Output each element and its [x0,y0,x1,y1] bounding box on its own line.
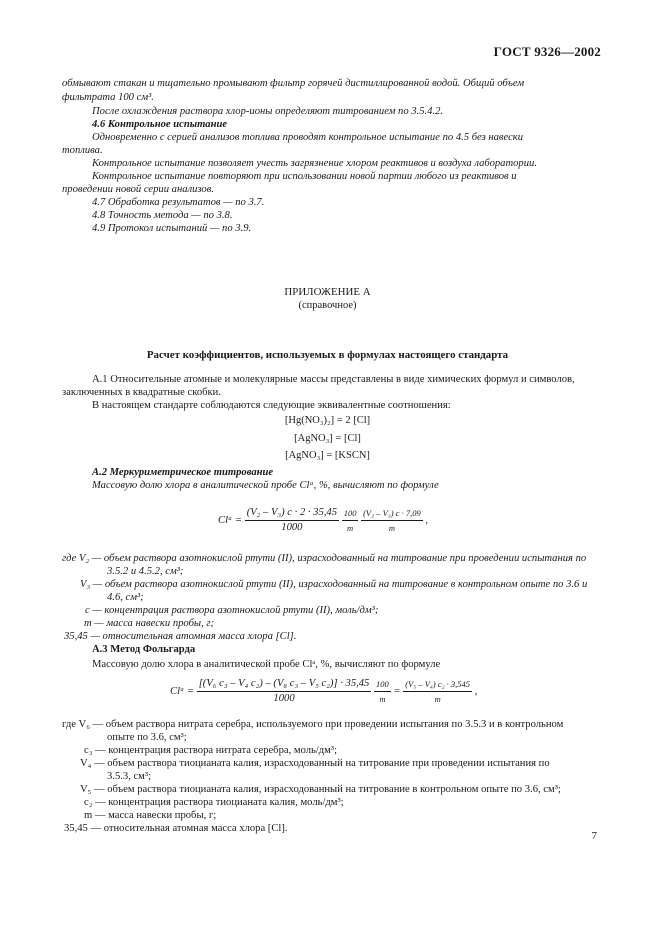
appendix-subtitle: (справочное) [298,300,357,311]
fraction-denominator: m [346,523,354,533]
fraction [403,677,472,706]
fraction [197,677,372,706]
text-line: В настоящем стандарте соблюдаются следующие эквивалентные соотношения: [92,400,451,411]
fraction-denominator: m [379,694,386,704]
definition-line: 35,45 — относительная атомная масса хлора [Cl]. [64,631,297,642]
text-line: 4.8 Точность метода — по 3.8. [92,210,233,221]
definition-line: V₃ — объем раствора азотнокислой ртути (II), израсходованный на титрование в контрольном опыте по 3.6 и [80,579,588,590]
definition-line: m — масса навески пробы, г; [84,618,215,629]
section-heading-a3: А.3 Метод Фольгарда [92,644,196,655]
formula-tail: , [474,685,478,697]
fraction-numerator: 100 [342,506,359,521]
fraction-numerator: [(V₆ c₃ – V₄ c₂) – (V₈ c₃ – V₅ c₂)] · 35,45 [197,677,372,692]
text-line: Контрольное испытание позволяет учесть загрязнение хлором реактивов и воздуха лаборатории. [92,158,537,169]
definition-line: 3.5.2 и 4.5.2, см³; [107,566,184,577]
definition-line: m — масса навески пробы, г; [84,810,217,821]
appendix-heading: Расчет коэффициентов, используемых в формулах настоящего стандарта [146,349,509,361]
text-line: 4.7 Обработка результатов — по 3.7. [92,197,265,208]
formula-lhs: Clᵃ = [218,514,243,526]
fraction [361,506,423,535]
definition-line: c₂ — концентрация раствора тиоцианата калия, моль/дм³; [84,797,344,808]
definition-line: где V₂ — объем раствора азотнокислой ртути (II), израсходованный на титрование при проведении испытания по [62,553,587,564]
formula-a3: Clᵃ = $\frac{\text{[(V₆ c₃ – V₄ c₂) – (V₈ c₃ – V₅ c₂)] · 35,45}}{1000}$ $\frac{100}{m}$ = $\frac{\text{(V₅ – V₄) c₂ · 3,545}}{m}$ , [170,678,478,704]
text-line: Массовую долю хлора в аналитической пробе Clᵃ, %, вычисляют по формуле [92,659,441,670]
text-line: фильтрата 100 см³. [62,92,154,103]
definition-line: V₅ — объем раствора тиоцианата калия, израсходованный на титрование в контрольном опыте по 3.6, см³; [80,784,561,795]
page-number: 7 [591,830,597,842]
relation: [AgNO₃] = [KSCN] [285,450,370,461]
formula-tail: , [425,514,429,526]
text-line: 4.9 Протокол испытаний — по 3.9. [92,223,252,234]
fraction-numerator: 100 [374,677,391,692]
definition-line: 4.6, см³; [107,592,144,603]
text-line: После охлаждения раствора хлор-ионы определяют титрованием по 3.5.4.2. [92,106,444,117]
definition-line: 35,45 — относительная атомная масса хлора [Cl]. [64,823,288,834]
appendix-title: ПРИЛОЖЕНИЕ А [284,286,371,298]
fraction-denominator: m [388,523,395,533]
fraction-numerator: (V₅ – V₄) c₂ · 3,545 [403,677,472,692]
fraction [245,506,339,535]
text-line: А.1 Относительные атомные и молекулярные массы представлены в виде химических формул и символов, [92,374,575,385]
definition-line: 3.5.3, см³; [107,771,152,782]
fraction-denominator: m [434,694,441,704]
text-line: обмывают стакан и тщательно промывают фильтр горячей дистиллированной водой. Общий объем [62,78,525,89]
definition-line: опыте по 3.6, см³; [107,732,187,743]
standard-header: ГОСТ 9326—2002 [493,44,601,59]
text-line: заключенных в квадратные скобки. [62,387,221,398]
fraction-numerator: (V₂ – V₃) c · 2 · 35,45 [245,506,339,521]
fraction-denominator: 1000 [281,522,303,533]
relation: [AgNO₃] = [Cl] [294,433,361,444]
fraction-denominator: 1000 [273,693,295,704]
definition-line: V₄ — объем раствора тиоцианата калия, израсходованный на титрование при проведении испытания по [80,758,550,769]
text-line: проведении новой серии анализов. [62,184,214,195]
section-heading-4-6: 4.6 Контрольное испытание [92,119,228,130]
section-heading-a2: А.2 Меркуриметрическое титрование [92,467,274,478]
definition-line: где V₆ — объем раствора нитрата серебра, используемого при проведении испытания по 3.5.3 и в контрольном [62,719,564,730]
formula-lhs: Clᵃ = [170,685,195,697]
relation: [Hg(NO₃)₂] = 2 [Cl] [284,415,371,426]
text-line: Массовую долю хлора в аналитической пробе Clᵃ, %, вычисляют по формуле [92,480,439,491]
fraction-numerator: (V₂ – V₃) c · 7,09 [361,506,423,521]
formula-a2 [218,506,428,535]
fraction [342,506,359,535]
text-line: Одновременно с серией анализов топлива проводят контрольное испытание по 4.5 без навески [92,132,524,143]
definition-line: c — концентрация раствора азотнокислой ртути (II), моль/дм³; [85,605,379,616]
text-line: Контрольное испытание повторяют при использовании новой партии любого из реактивов и [92,171,517,182]
definition-line: c₃ — концентрация раствора нитрата серебра, моль/дм³; [84,745,338,756]
fraction [374,677,391,706]
text-line: топлива. [62,145,103,156]
